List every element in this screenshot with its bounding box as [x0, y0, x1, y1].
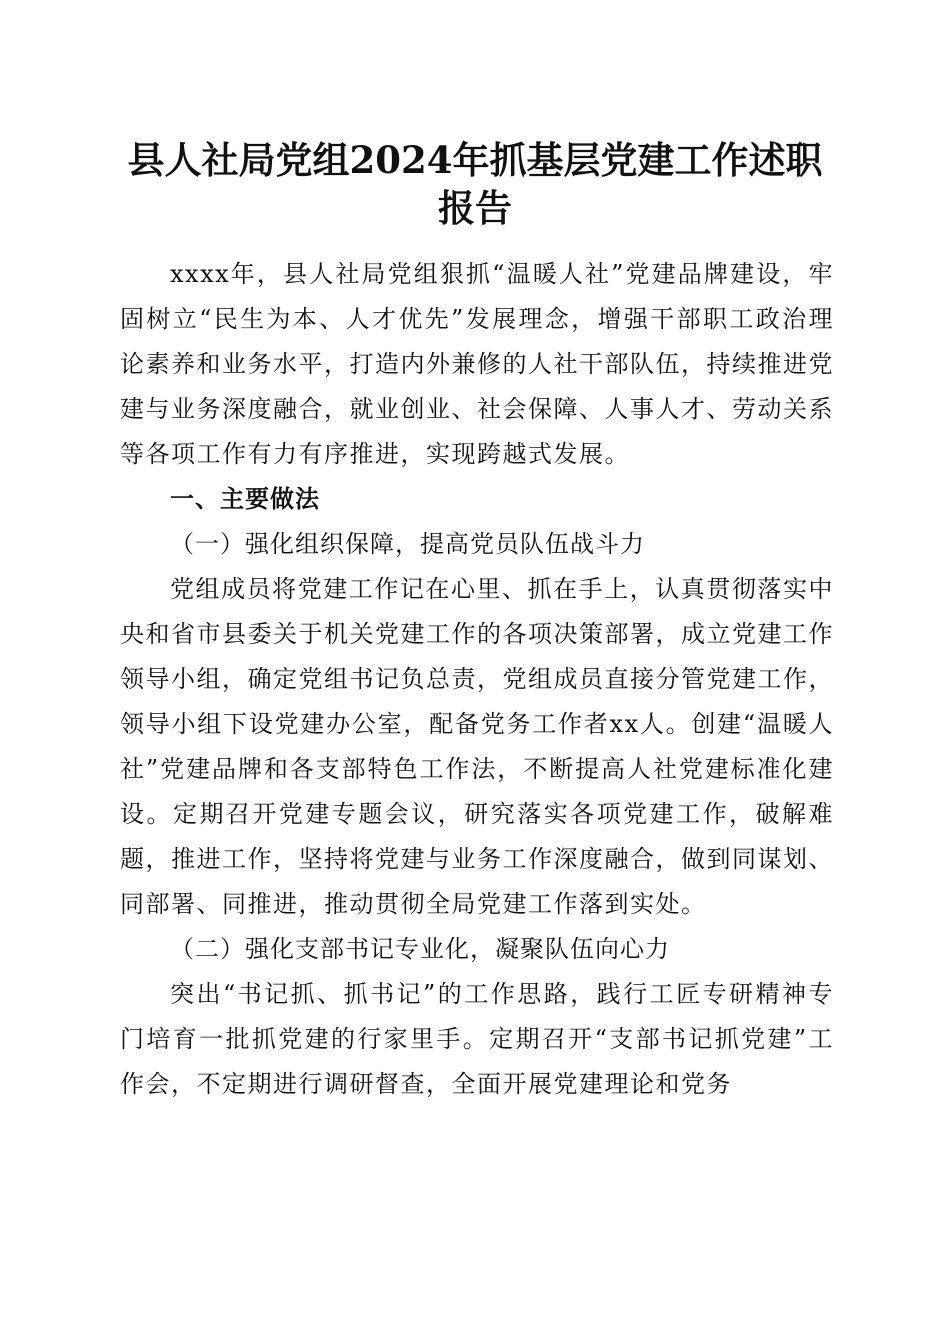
document-body — [120, 252, 834, 1107]
intro-paragraph: xxxx年，县人社局党组狠抓“温暖人社”党建品牌建设，牢固树立“民生为本、人才优先”发展理念，增强干部职工政治理论素养和业务水平，打造内外兼修的人社干部队伍，持续推进党建与业务深度融合，就业创业、社会保障、人事人才、劳动关系等各项工作有力有序推进，实现跨越式发展。 — [120, 260, 834, 468]
section-heading-main-practices: 一、主要做法 — [170, 485, 320, 513]
document-title: 县人社局党组2024年抓基层党建工作述职报告 — [127, 138, 823, 230]
organization-paragraph: 党组成员将党建工作记在心里、抓在手上，认真贯彻落实中央和省市县委关于机关党建工作的各项决策部署，成立党建工作领导小组，确定党组书记负总责，党组成员直接分管党建工作，领导小组下设党建办公室，配备党务工作者xx人。创建“温暖人社”党建品牌和各支部特色工作法，不断提高人社党建标准化建设。定期召开党建专题会议，研究落实各项党建工作，破解难题，推进工作，坚持将党建与业务工作深度融合，做到同谋划、同部署、同推进，推动贯彻全局党建工作落到实处。 — [120, 575, 834, 918]
subsection-heading-branch-secretary: （二）强化支部书记专业化，凝聚队伍向心力 — [170, 935, 670, 963]
subsection-heading-organization: （一）强化组织保障，提高党员队伍战斗力 — [170, 530, 645, 558]
branch-secretary-paragraph: 突出“书记抓、抓书记”的工作思路，践行工匠专研精神专门培育一批抓党建的行家里手。定期召开“支部书记抓党建”工作会，不定期进行调研督查，全面开展党建理论和党务 — [120, 980, 834, 1098]
